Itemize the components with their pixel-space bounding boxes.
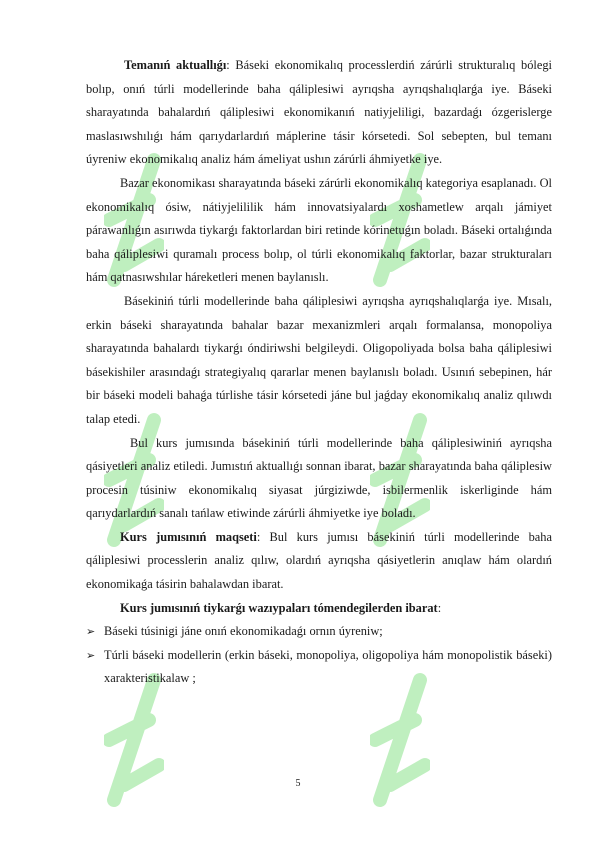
arrow-bullet-icon: ➢: [86, 625, 96, 639]
heading-tasks: Kurs jumısınıń tiykarǵı wazıypaları tómendegilerden ibarat: [120, 600, 438, 615]
arrow-bullet-icon: ➢: [86, 648, 96, 662]
paragraph-text: : Báseki ekonomikalıq processlerdiń zárúrli strukturalıq bólegi bolıp, onıń túrli modellerinde baha qáliplesiwi ayrıqsha ayrıqshalıqlarǵa iye. Báseki sharayatında bahalardıń qáliplesiwi ekonomikanıń natiyjeliligi, bazardaǵı ózgerislerge maslasıwshılıǵı hám qarıydarlardıń máplerine tásir kórsetedi. Sol sebepten, bul temanı úyreniw ekonomikalıq analiz hám ámeliyat ushın zárúrli áhmiyetke iye.: [86, 58, 552, 167]
paragraph-text: :: [437, 600, 442, 615]
paragraph-text: : Bul kurs jumısı básekiniń túrli modellerinde baha qáliplesiwi processlerin analiz qılıw, olardıń ayrıqsha qásiyetlerin anıqlaw hám olardıń ekonomikaǵa tásirin bahalawdan ibarat.: [86, 529, 552, 592]
list-item-text: Báseki túsinigi jáne onıń ekonomikadaǵı ornın úyreniw;: [104, 624, 383, 639]
paragraph-tasks: [86, 597, 552, 621]
paragraph-goal: [86, 526, 552, 597]
paragraph-text: Básekiniń túrli modellerinde baha qáliplesiwi ayrıqsha ayrıqshalıqlarǵa iye. Mısalı, erkin báseki sharayatında bahalar bazar mexanizmleri arqalı formalansa, monopoliya sharayatında bahalardı tiykarǵı óndiriwshi belgileydi. Oligopoliyada bolsa baha qáliplesiwi básekishiler arasındaǵı strategiyalıq qararlar menen baylanıslı boladı. Usınıń sebepinen, hár bir báseki modeli bahaǵa túrlishe tásir kórsetedi jáne bul jaǵday ekonomikalıq analiz qılıwdı talap etedi.: [86, 293, 552, 426]
paragraph-market-economy: [86, 172, 552, 290]
list-item: [86, 620, 552, 644]
heading-relevance: Temanıń aktuallıǵı: [124, 58, 227, 72]
document-body: [86, 54, 552, 691]
paragraph-course-work: [86, 432, 552, 526]
list-item: [86, 644, 552, 691]
list-item-text: Túrli báseki modellerin (erkin báseki, monopoliya, oligopoliya hám monopolistik báseki) xarakteristikalaw ;: [104, 647, 552, 686]
heading-goal: Kurs jumısınıń maqseti: [120, 529, 257, 544]
paragraph-relevance: [86, 54, 552, 172]
paragraph-text: Bul kurs jumısında básekiniń túrli modellerinde baha qáliplesiwiniń ayrıqsha qásiyetleri analiz etiledi. Jumıstıń aktuallıǵı sonnan ibarat, bazar sharayatında baha qáliplesiw procesin túsiniw ekonomikalıq siyasat júrgiziwde, isbilermenlik iskerliginde hám qarıydarlardıń sanalı tańlaw etiwinde zárúrli áhmiyetke iye boladı.: [86, 435, 552, 521]
page-number: 5: [295, 778, 301, 789]
paragraph-text: Bazar ekonomikası sharayatında báseki zárúrli ekonomikalıq kategoriya esaplanadı. Ol ekonomikalıq ósiw, nátiyjelililik hám innovatsiyalardı xoshametlew arqalı jámiyet párawanlıǵın asırıwda tiykarǵı faktorlardan biri retinde kórinetuǵın boladı. Báseki ortalıǵında baha qáliplesiwi quramalı process bolıp, ol túrli ekonomikalıq faktorlar, bazar strukturaları hám qatnasıwshılar háreketleri menen baylanıslı.: [86, 175, 552, 285]
paragraph-competition-models: [86, 290, 552, 432]
